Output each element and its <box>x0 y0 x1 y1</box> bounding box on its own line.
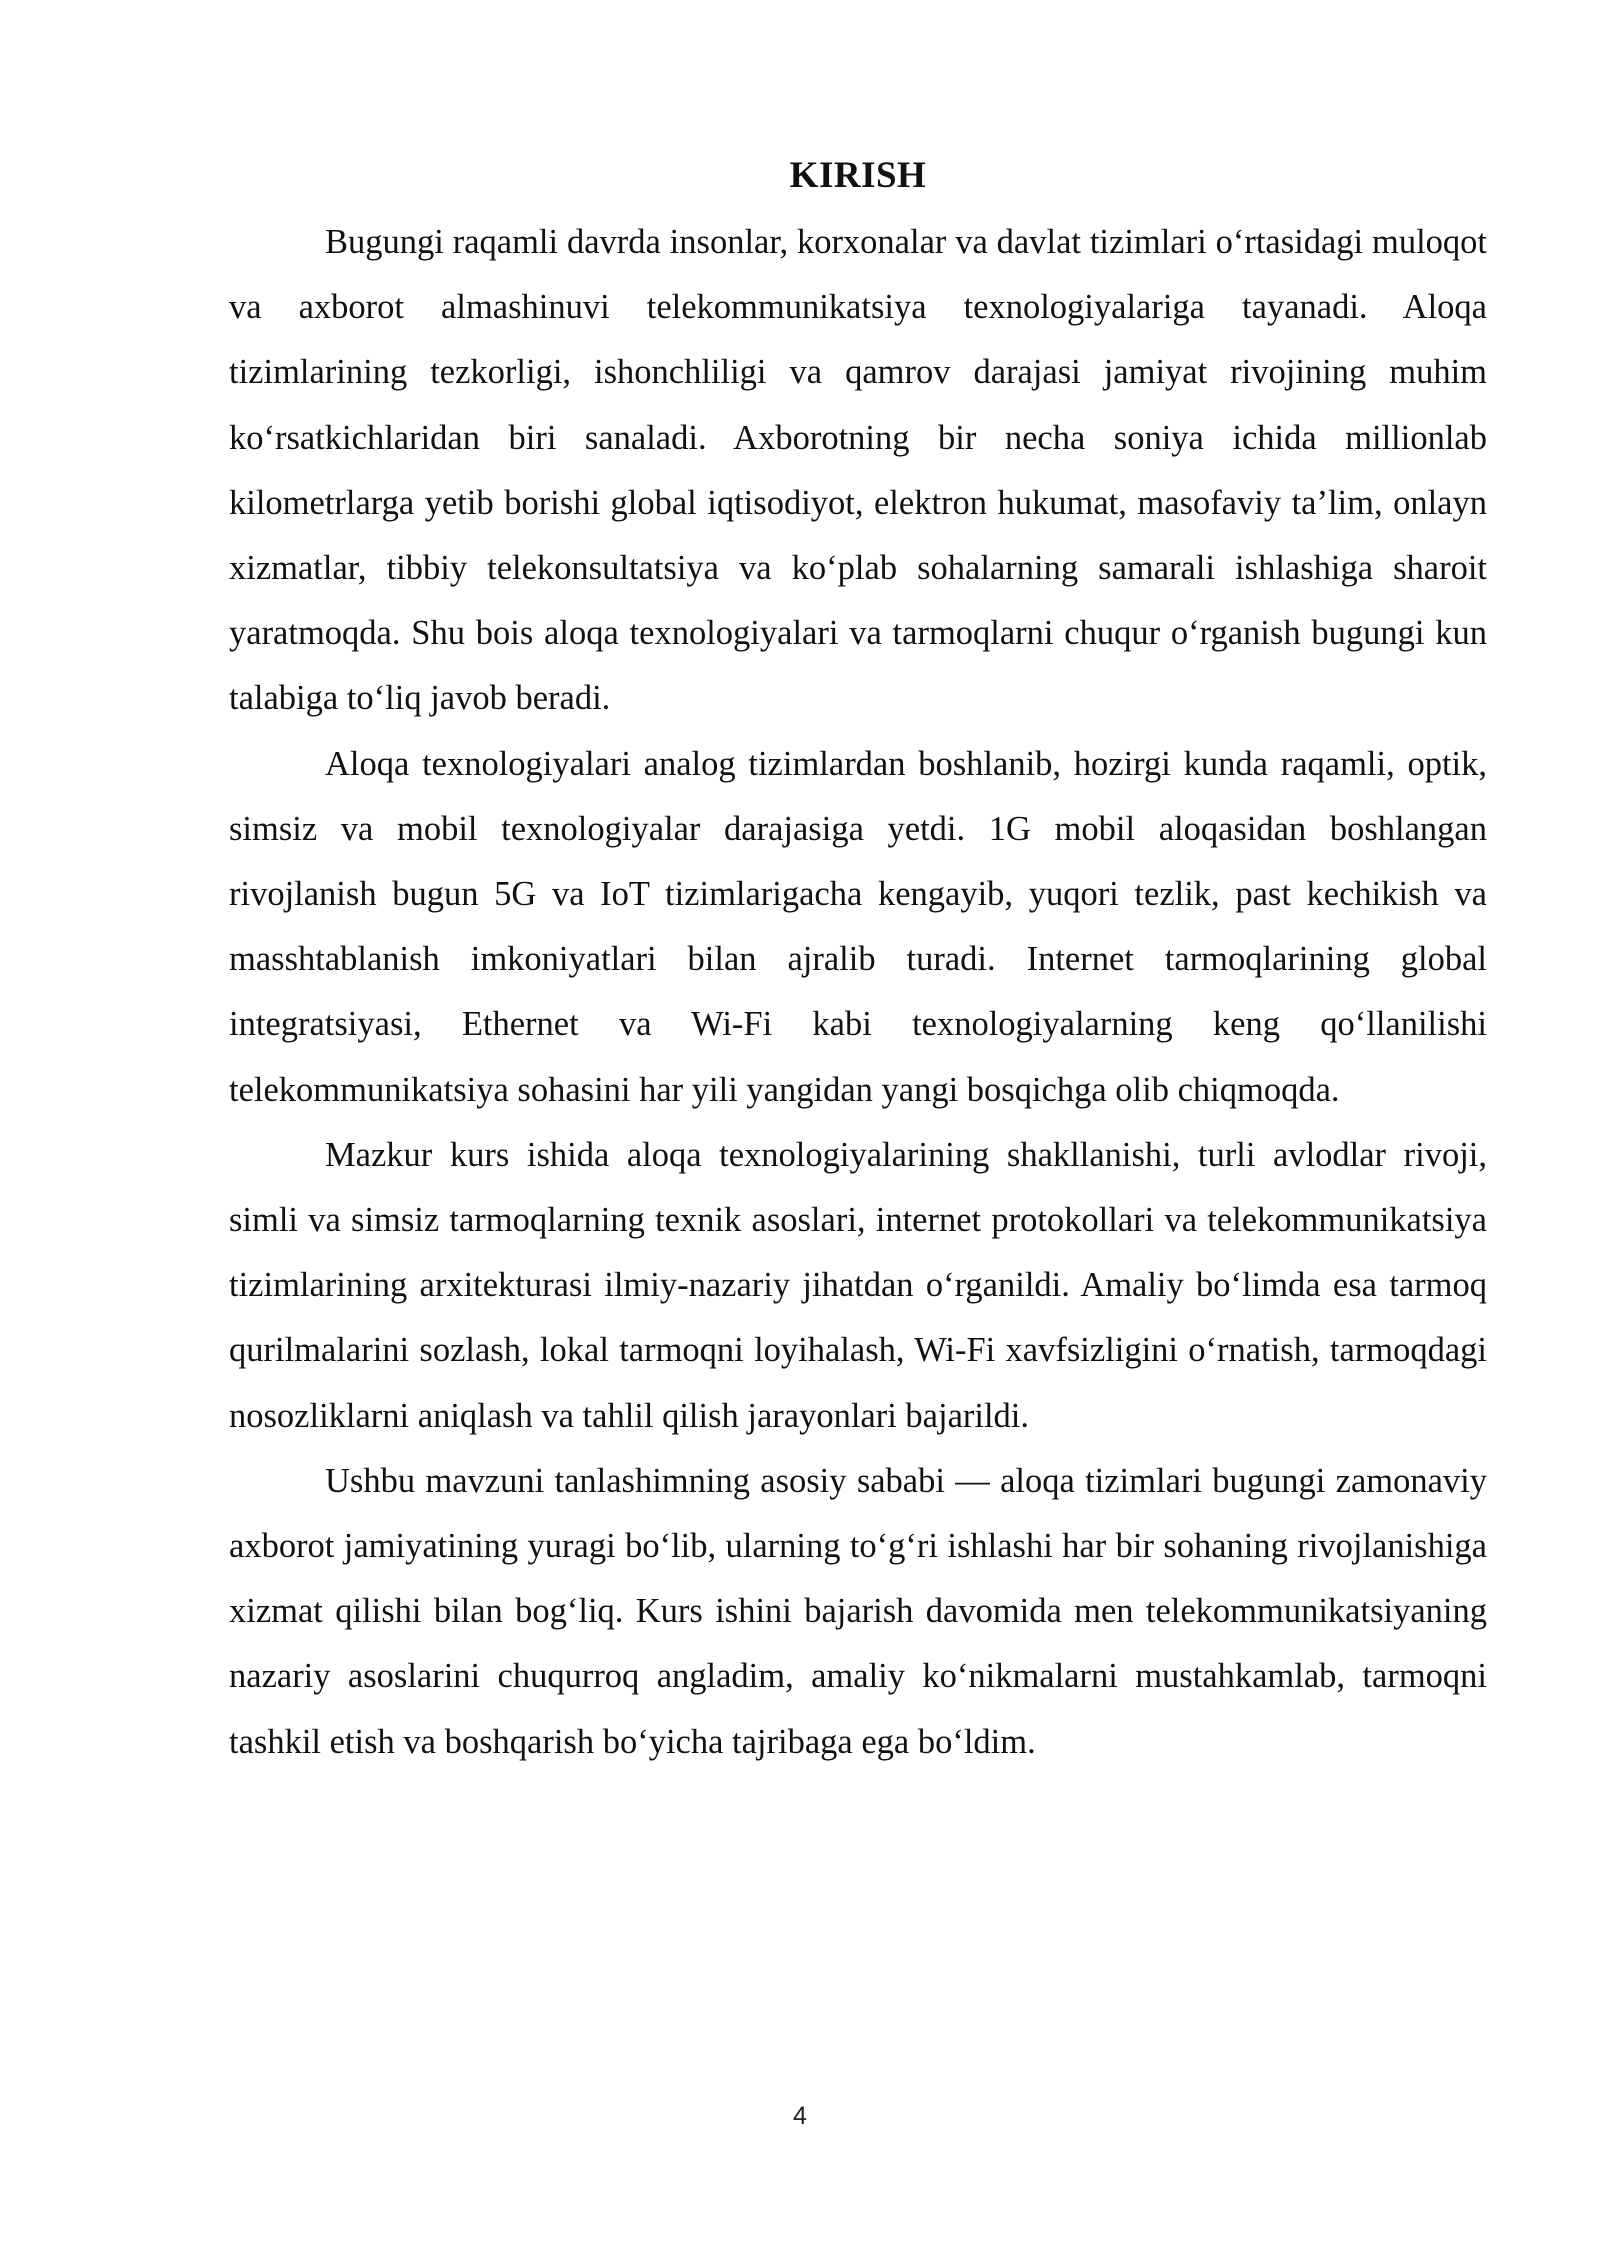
page-number: 4 <box>793 2102 807 2130</box>
paragraph-2: Aloqa texnologiyalari analog tizimlardan boshlanib, hozirgi kunda raqamli, optik, simsiz va mobil texnologiyalar darajasiga yetdi. 1G mobil aloqasidan boshlangan rivojlanish bugun 5G va IoT tizimlarigacha kengayib, yuqori tezlik, past kechikish va masshtablanish imkoniyatlari bilan ajralib turadi. Internet tarmoqlarining global integratsiyasi, Ethernet va Wi-Fi kabi texnologiyalarning keng qo‘llanilishi telekommunikatsiya sohasini har yili yangidan yangi bosqichga olib chiqmoqda. <box>229 744 1487 1109</box>
section-heading: KIRISH <box>789 155 927 196</box>
paragraph-1: Bugungi raqamli davrda insonlar, korxonalar va davlat tizimlari o‘rtasidagi muloqot va axborot almashinuvi telekommunikatsiya texnologiyalariga tayanadi. Aloqa tizimlarining tezkorligi, ishonchliligi va qamrov darajasi jamiyat rivojining muhim ko‘rsatkichlaridan biri sanaladi. Axborotning bir necha soniya ichida millionlab kilometrlarga yetib borishi global iqtisodiyot, elektron hukumat, masofaviy ta’lim, onlayn xizmatlar, tibbiy telekonsultatsiya va ko‘plab sohalarning samarali ishlashiga sharoit yaratmoqda. Shu bois aloqa texnologiyalari va tarmoqlarni chuqur o‘rganish bugungi kun talabiga to‘liq javob beradi. <box>229 223 1487 718</box>
page-content <box>229 146 1487 1775</box>
paragraph-4: Ushbu mavzuni tanlashimning asosiy sababi — aloqa tizimlari bugungi zamonaviy axborot jamiyatining yuragi bo‘lib, ularning to‘g‘ri ishlashi har bir sohaning rivojlanishiga xizmat qilishi bilan bog‘liq. Kurs ishini bajarish davomida men telekommunikatsiyaning nazariy asoslarini chuqurroq angladim, amaliy ko‘nikmalarni mustahkamlab, tarmoqni tashkil etish va boshqarish bo‘yicha tajribaga ega bo‘ldim. <box>229 1461 1487 1761</box>
paragraph-3: Mazkur kurs ishida aloqa texnologiyalarining shakllanishi, turli avlodlar rivoji, simli va simsiz tarmoqlarning texnik asoslari, internet protokollari va telekommunikatsiya tizimlarining arxitekturasi ilmiy-nazariy jihatdan o‘rganildi. Amaliy bo‘limda esa tarmoq qurilmalarini sozlash, lokal tarmoqni loyihalash, Wi-Fi xavfsizligini o‘rnatish, tarmoqdagi nosozliklarni aniqlash va tahlil qilish jarayonlari bajarildi. <box>229 1135 1487 1435</box>
